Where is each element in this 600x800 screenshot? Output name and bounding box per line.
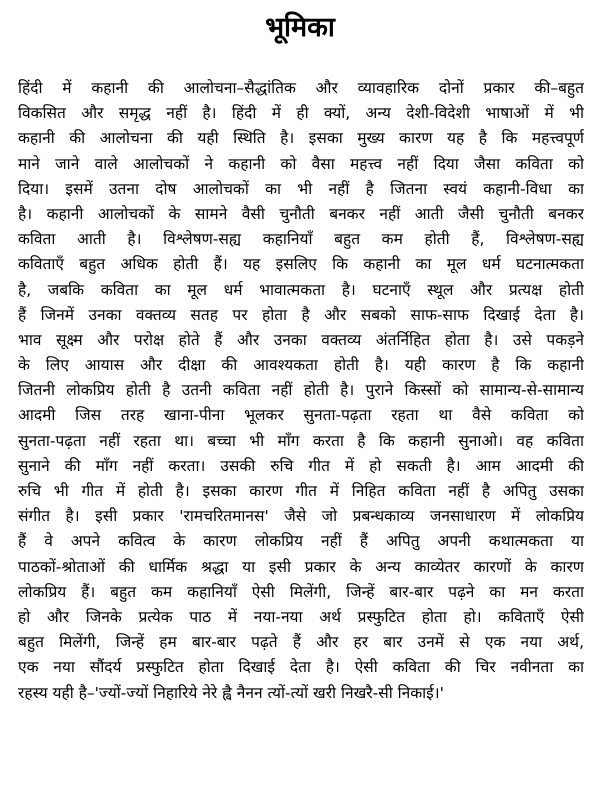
text-line: संगीत है। इसी प्रकार 'रामचरितमानस' जैसे जो प्रबन्धकाव्य जनसाधारण में लोकप्रिय (18, 507, 584, 526)
text-line: सुनता-पढ़ता नहीं रहता था। बच्चा भी माँग करता है कि कहानी सुनाओ। वह कविता (18, 431, 584, 450)
text-line: कविताएँ बहुत अधिक होती हैं। यह इसलिए कि कहानी का मूल धर्म घटनात्मकता (18, 255, 584, 274)
text-line: एक नया सौंदर्य प्रस्फुटित होता दिखाई देता है। ऐसी कविता की चिर नवीनता का (18, 658, 584, 677)
text-line: के लिए आयास और दीक्षा की आवश्यकता होती है। यही कारण है कि कहानी (18, 356, 584, 375)
text-line: विकसित और समृद्ध नहीं है। हिंदी में ही क्यों, अन्य देशी-विदेशी भाषाओं में भी (18, 104, 584, 123)
text-line: हो और जिनके प्रत्येक पाठ में नया-नया अर्थ प्रस्फुटित होता हो। कविताएँ ऐसी (18, 607, 584, 626)
text-line: जितनी लोकप्रिय होती है उतनी कविता नहीं होती है। पुराने किस्सों को सामान्य-से-सामान्य (18, 381, 584, 400)
text-line: कहानी की आलोचना की यही स्थिति है। इसका मुख्य कारण यह है कि महत्त्वपूर्ण (18, 129, 584, 148)
body-paragraph (18, 76, 584, 706)
text-line: पाठकों-श्रोताओं की धार्मिक श्रद्धा या इसी प्रकार के अन्य काव्येतर कारणों के कारण (18, 557, 584, 576)
text-line: सुनाने की माँग नहीं करता। उसकी रुचि गीत में हो सकती है। आम आदमी की (18, 456, 584, 475)
page-title: भूमिका (265, 12, 335, 43)
text-line: कविता आती है। विश्लेषण-सह्य कहानियाँ बहुत कम होती हैं, विश्लेषण-सह्य (18, 230, 584, 249)
text-line: है। कहानी आलोचकों के सामने वैसी चुनौती बनकर नहीं आती जैसी चुनौती बनकर (18, 204, 584, 223)
text-line: आदमी जिस तरह खाना-पीना भूलकर सुनता-पढ़ता रहता था वैसे कविता को (18, 406, 584, 425)
text-line: हैं वे अपने कवित्व के कारण लोकप्रिय नहीं हैं अपितु अपनी कथात्मकता या (18, 532, 584, 551)
text-line: रुचि भी गीत में होती है। इसका कारण गीत में निहित कविता नहीं है अपितु उसका (18, 482, 584, 500)
text-line: हैं जिनमें उनका वक्तव्य सतह पर होता है और सबको साफ-साफ दिखाई देता है। (18, 305, 584, 324)
text-line: बहुत मिलेंगी, जिन्हें हम बार-बार पढ़ते हैं और हर बार उनमें से एक नया अर्थ, (18, 633, 584, 652)
text-line: लोकप्रिय हैं। बहुत कम कहानियाँ ऐसी मिलेंगी, जिन्हें बार-बार पढ़ने का मन करता (18, 582, 584, 601)
text-line: दिया। इसमें उतना दोष आलोचकों का भी नहीं है जितना स्वयं कहानी-विधा का (18, 179, 584, 198)
text-line: माने जाने वाले आलोचकों ने कहानी को वैसा महत्त्व नहीं दिया जैसा कविता को (18, 154, 584, 173)
text-line: हिंदी में कहानी की आलोचना–सैद्धांतिक और व्यावहारिक दोनों प्रकार की–बहुत (18, 79, 584, 97)
text-line: भाव सूक्ष्म और परोक्ष होते हैं और उनका वक्तव्य अंतर्निहित होता है। उसे पकड़ने (18, 330, 584, 349)
text-line: रहस्य यही है–'ज्यों-ज्यों निहारिये नेरे ह्वै नैनन त्यों-त्यों खरी निखरै-सी निकाई।' (18, 683, 444, 702)
text-line: है, जबकि कविता का मूल धर्म भावात्मकता है। घटनाएँ स्थूल और प्रत्यक्ष होती (18, 280, 584, 299)
